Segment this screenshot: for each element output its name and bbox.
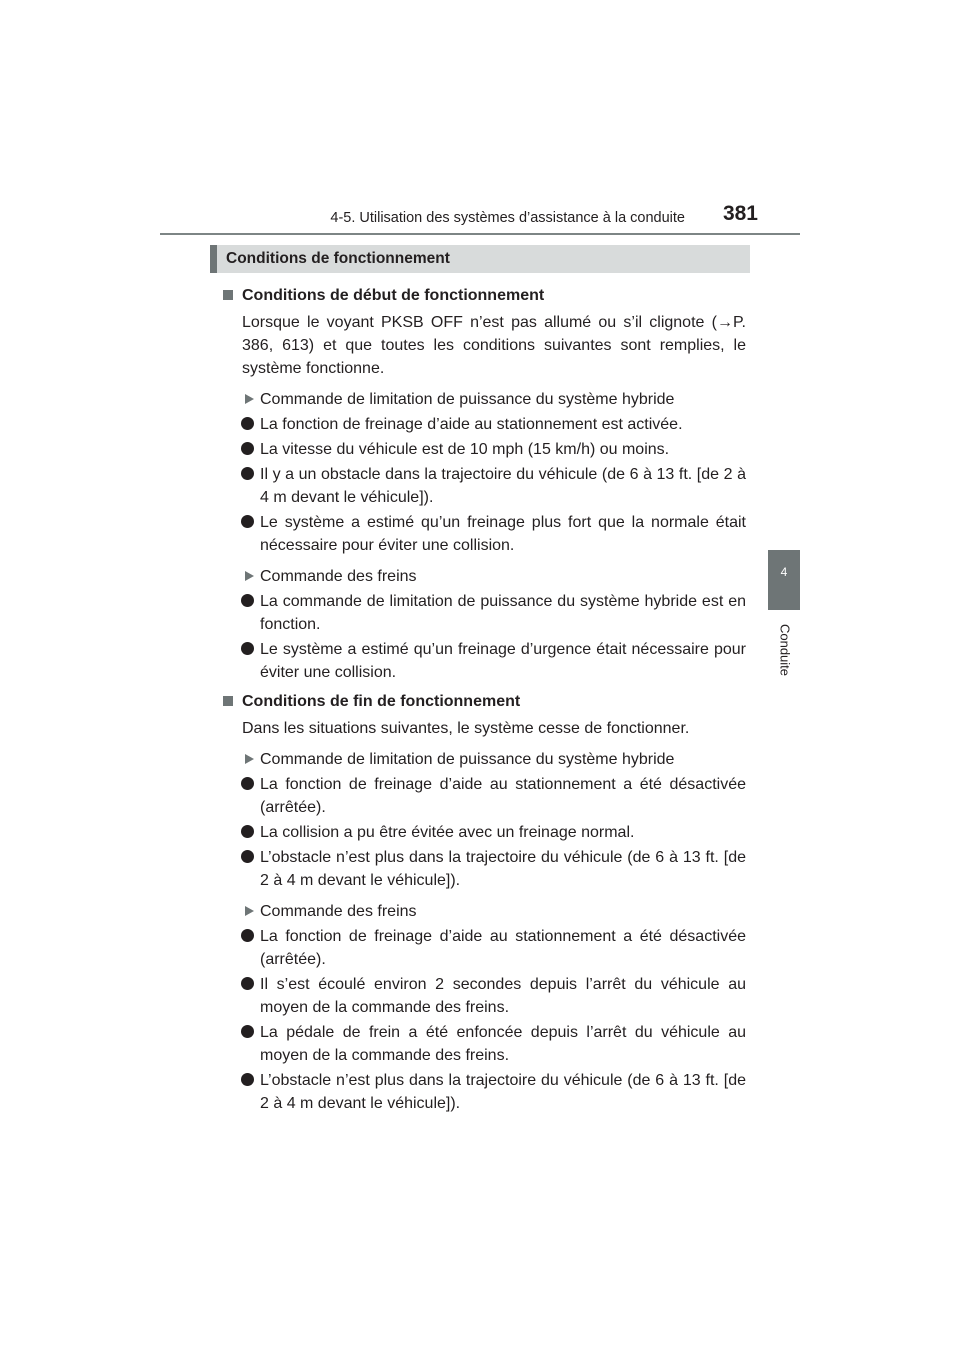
round-bullet-icon bbox=[241, 850, 254, 863]
list-item bbox=[222, 773, 746, 819]
chapter-label-text: Conduite bbox=[777, 623, 793, 677]
item-text: Le système a estimé qu’un freinage plus fort que la normale était nécessaire pour éviter une collision. bbox=[260, 514, 746, 554]
round-bullet-icon bbox=[241, 467, 254, 480]
banner-title: Conditions de fonctionnement bbox=[226, 250, 450, 267]
page-header bbox=[160, 196, 800, 236]
list-item bbox=[222, 925, 746, 971]
item-text: Commande des freins bbox=[260, 568, 417, 585]
list-item bbox=[222, 1069, 746, 1115]
square-bullet-icon bbox=[223, 290, 233, 300]
list-item bbox=[222, 821, 746, 844]
item-text: La pédale de frein a été enfoncée depuis l’arrêt du véhicule au moyen de la commande des freins. bbox=[260, 1024, 746, 1064]
list-item bbox=[222, 638, 746, 684]
list-item bbox=[222, 511, 746, 557]
list-item bbox=[222, 846, 746, 892]
list-item bbox=[222, 438, 746, 461]
round-bullet-icon bbox=[241, 777, 254, 790]
triangle-bullet-icon bbox=[245, 754, 254, 764]
round-bullet-icon bbox=[241, 977, 254, 990]
item-text: La fonction de freinage d’aide au stationnement a été désactivée (arrêtée). bbox=[260, 776, 746, 816]
round-bullet-icon bbox=[241, 1073, 254, 1086]
round-bullet-icon bbox=[241, 1025, 254, 1038]
list-item bbox=[222, 973, 746, 1019]
round-bullet-icon bbox=[241, 515, 254, 528]
item-text: La collision a pu être évitée avec un freinage normal. bbox=[260, 824, 635, 841]
chapter-tab bbox=[768, 550, 800, 610]
subheading bbox=[222, 690, 746, 713]
item-text: La vitesse du véhicule est de 10 mph (15 km/h) ou moins. bbox=[260, 441, 670, 458]
item-text: L’obstacle n’est plus dans la trajectoire du véhicule (de 6 à 13 ft. [de 2 à 4 m devant le véhicule]). bbox=[260, 1072, 746, 1112]
sub-category bbox=[222, 565, 746, 588]
page-content bbox=[222, 278, 746, 1115]
item-text: Dans les situations suivantes, le système cesse de fonctionner. bbox=[242, 720, 690, 737]
header-rule bbox=[160, 233, 800, 235]
item-text: L’obstacle n’est plus dans la trajectoire du véhicule (de 6 à 13 ft. [de 2 à 4 m devant le véhicule]). bbox=[260, 849, 746, 889]
item-text: Commande des freins bbox=[260, 903, 417, 920]
paragraph bbox=[222, 717, 746, 740]
item-text: Il y a un obstacle dans la trajectoire du véhicule (de 6 à 13 ft. [de 2 à 4 m devant le véhicule]). bbox=[260, 466, 746, 506]
item-text: Conditions de fin de fonctionnement bbox=[242, 693, 521, 710]
item-text: La fonction de freinage d’aide au stationnement est activée. bbox=[260, 416, 683, 433]
sub-category bbox=[222, 748, 746, 771]
round-bullet-icon bbox=[241, 442, 254, 455]
banner-accent-bar bbox=[210, 245, 217, 273]
page-number: 381 bbox=[722, 202, 758, 225]
round-bullet-icon bbox=[241, 417, 254, 430]
item-text: La fonction de freinage d’aide au stationnement a été désactivée (arrêtée). bbox=[260, 928, 746, 968]
round-bullet-icon bbox=[241, 642, 254, 655]
section-banner bbox=[210, 245, 750, 273]
square-bullet-icon bbox=[223, 696, 233, 706]
item-text: Commande de limitation de puissance du système hybride bbox=[260, 391, 675, 408]
round-bullet-icon bbox=[241, 825, 254, 838]
round-bullet-icon bbox=[241, 929, 254, 942]
list-item bbox=[222, 590, 746, 636]
list-item bbox=[222, 463, 746, 509]
round-bullet-icon bbox=[241, 594, 254, 607]
paragraph bbox=[222, 311, 746, 380]
item-text: La commande de limitation de puissance du système hybride est en fonction. bbox=[260, 593, 746, 633]
list-item bbox=[222, 1021, 746, 1067]
triangle-bullet-icon bbox=[245, 906, 254, 916]
item-text: Lorsque le voyant PKSB OFF n’est pas allumé ou s’il clignote (→P. 386, 613) et que toutes les conditions suivantes sont remplies, le système fonctionne. bbox=[242, 314, 746, 377]
section-title: 4-5. Utilisation des systèmes d’assistance à la conduite bbox=[330, 210, 685, 226]
triangle-bullet-icon bbox=[245, 394, 254, 404]
item-text: Le système a estimé qu’un freinage d’urgence était nécessaire pour éviter une collision. bbox=[260, 641, 746, 681]
chapter-label bbox=[765, 620, 805, 680]
item-text: Commande de limitation de puissance du système hybride bbox=[260, 751, 675, 768]
sub-category bbox=[222, 388, 746, 411]
chapter-number: 4 bbox=[780, 565, 788, 579]
sub-category bbox=[222, 900, 746, 923]
item-text: Conditions de début de fonctionnement bbox=[242, 287, 545, 304]
item-text: Il s’est écoulé environ 2 secondes depuis l’arrêt du véhicule au moyen de la commande des freins. bbox=[260, 976, 746, 1016]
list-item bbox=[222, 413, 746, 436]
triangle-bullet-icon bbox=[245, 571, 254, 581]
subheading bbox=[222, 284, 746, 307]
